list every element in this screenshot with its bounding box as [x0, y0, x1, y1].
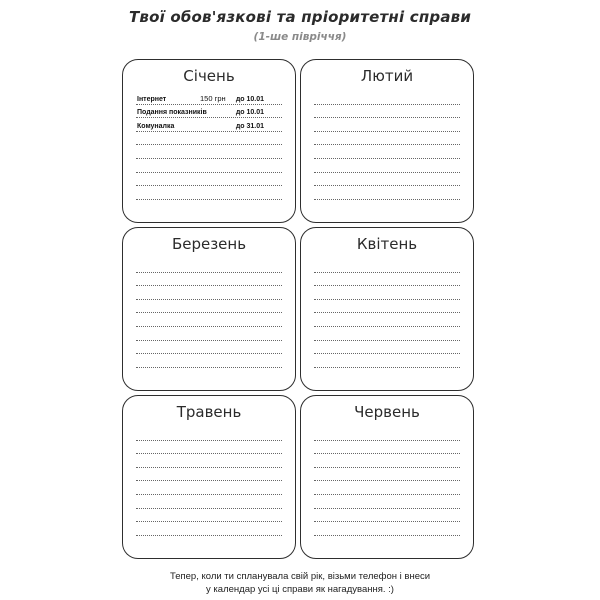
entry-value: 150 грн [200, 93, 226, 103]
line-7[interactable] [314, 173, 460, 187]
line-7[interactable] [136, 173, 282, 187]
month-title: Березень [171, 235, 247, 253]
line-4[interactable] [314, 132, 460, 146]
month-title: Червень [354, 403, 420, 421]
line-5[interactable] [314, 145, 460, 159]
month-card-april [300, 227, 474, 391]
line-4[interactable] [136, 300, 282, 314]
line-6[interactable] [314, 159, 460, 173]
lines [314, 427, 460, 536]
entry-task: Комуналка [137, 122, 175, 130]
lines [314, 91, 460, 200]
month-title: Січень [183, 67, 235, 85]
line-6[interactable] [136, 327, 282, 341]
line-7[interactable] [314, 341, 460, 355]
line-8[interactable] [314, 522, 460, 536]
line-8[interactable] [314, 186, 460, 200]
month-title: Травень [176, 403, 242, 421]
line-8[interactable] [314, 354, 460, 368]
entry-due: до 10.01 [235, 95, 264, 103]
line-1[interactable] [136, 427, 282, 441]
line-4[interactable] [314, 300, 460, 314]
line-5[interactable] [136, 481, 282, 495]
line-5[interactable] [314, 481, 460, 495]
entry-task: Подання показників [137, 109, 207, 117]
line-3[interactable] [136, 286, 282, 300]
line-3[interactable] [136, 454, 282, 468]
line-1[interactable] [314, 259, 460, 273]
line-4[interactable] [314, 468, 460, 482]
month-card-may [122, 395, 296, 559]
line-2[interactable] [314, 273, 460, 287]
lines [314, 259, 460, 368]
footer-line-1: Тепер, коли ти спланувала свій рік, візьми телефон і внеси [169, 571, 431, 582]
line-2[interactable] [136, 273, 282, 287]
line-7[interactable] [136, 509, 282, 523]
month-title: Лютий [360, 67, 414, 85]
line-1[interactable] [136, 259, 282, 273]
line-6[interactable] [314, 495, 460, 509]
line-7[interactable] [314, 509, 460, 523]
line-3[interactable] [314, 286, 460, 300]
line-3[interactable] [314, 454, 460, 468]
entry-due: до 31.01 [235, 122, 264, 130]
line-4[interactable] [136, 468, 282, 482]
line-8[interactable] [136, 522, 282, 536]
line-8[interactable] [136, 186, 282, 200]
line-1[interactable] [314, 427, 460, 441]
month-title: Квітень [356, 235, 418, 253]
footer-line-2: у календар усі ці справи як нагадування. :) [206, 583, 394, 595]
entry-task: Інтернет [137, 95, 167, 103]
page-subtitle: (1-ше півріччя) [253, 31, 347, 43]
line-6[interactable] [314, 327, 460, 341]
line-5[interactable] [136, 313, 282, 327]
line-5[interactable] [136, 145, 282, 159]
line-3[interactable] [136, 118, 282, 132]
lines [136, 427, 282, 536]
month-card-january [122, 59, 296, 223]
line-1[interactable] [136, 91, 282, 105]
line-4[interactable] [136, 132, 282, 146]
line-1[interactable] [314, 91, 460, 105]
line-8[interactable] [136, 354, 282, 368]
line-5[interactable] [314, 313, 460, 327]
lines [136, 259, 282, 368]
line-7[interactable] [136, 341, 282, 355]
entry-due: до 10.01 [235, 109, 264, 117]
line-6[interactable] [136, 159, 282, 173]
page-title: Твої обов'язкові та пріоритетні справи [128, 8, 472, 26]
line-3[interactable] [314, 118, 460, 132]
line-2[interactable] [314, 105, 460, 119]
line-6[interactable] [136, 495, 282, 509]
line-2[interactable] [136, 105, 282, 119]
line-2[interactable] [314, 441, 460, 455]
line-2[interactable] [136, 441, 282, 455]
month-card-june [300, 395, 474, 559]
lines [136, 91, 282, 200]
footer-note [0, 571, 600, 596]
month-card-february [300, 59, 474, 223]
month-card-march [122, 227, 296, 391]
